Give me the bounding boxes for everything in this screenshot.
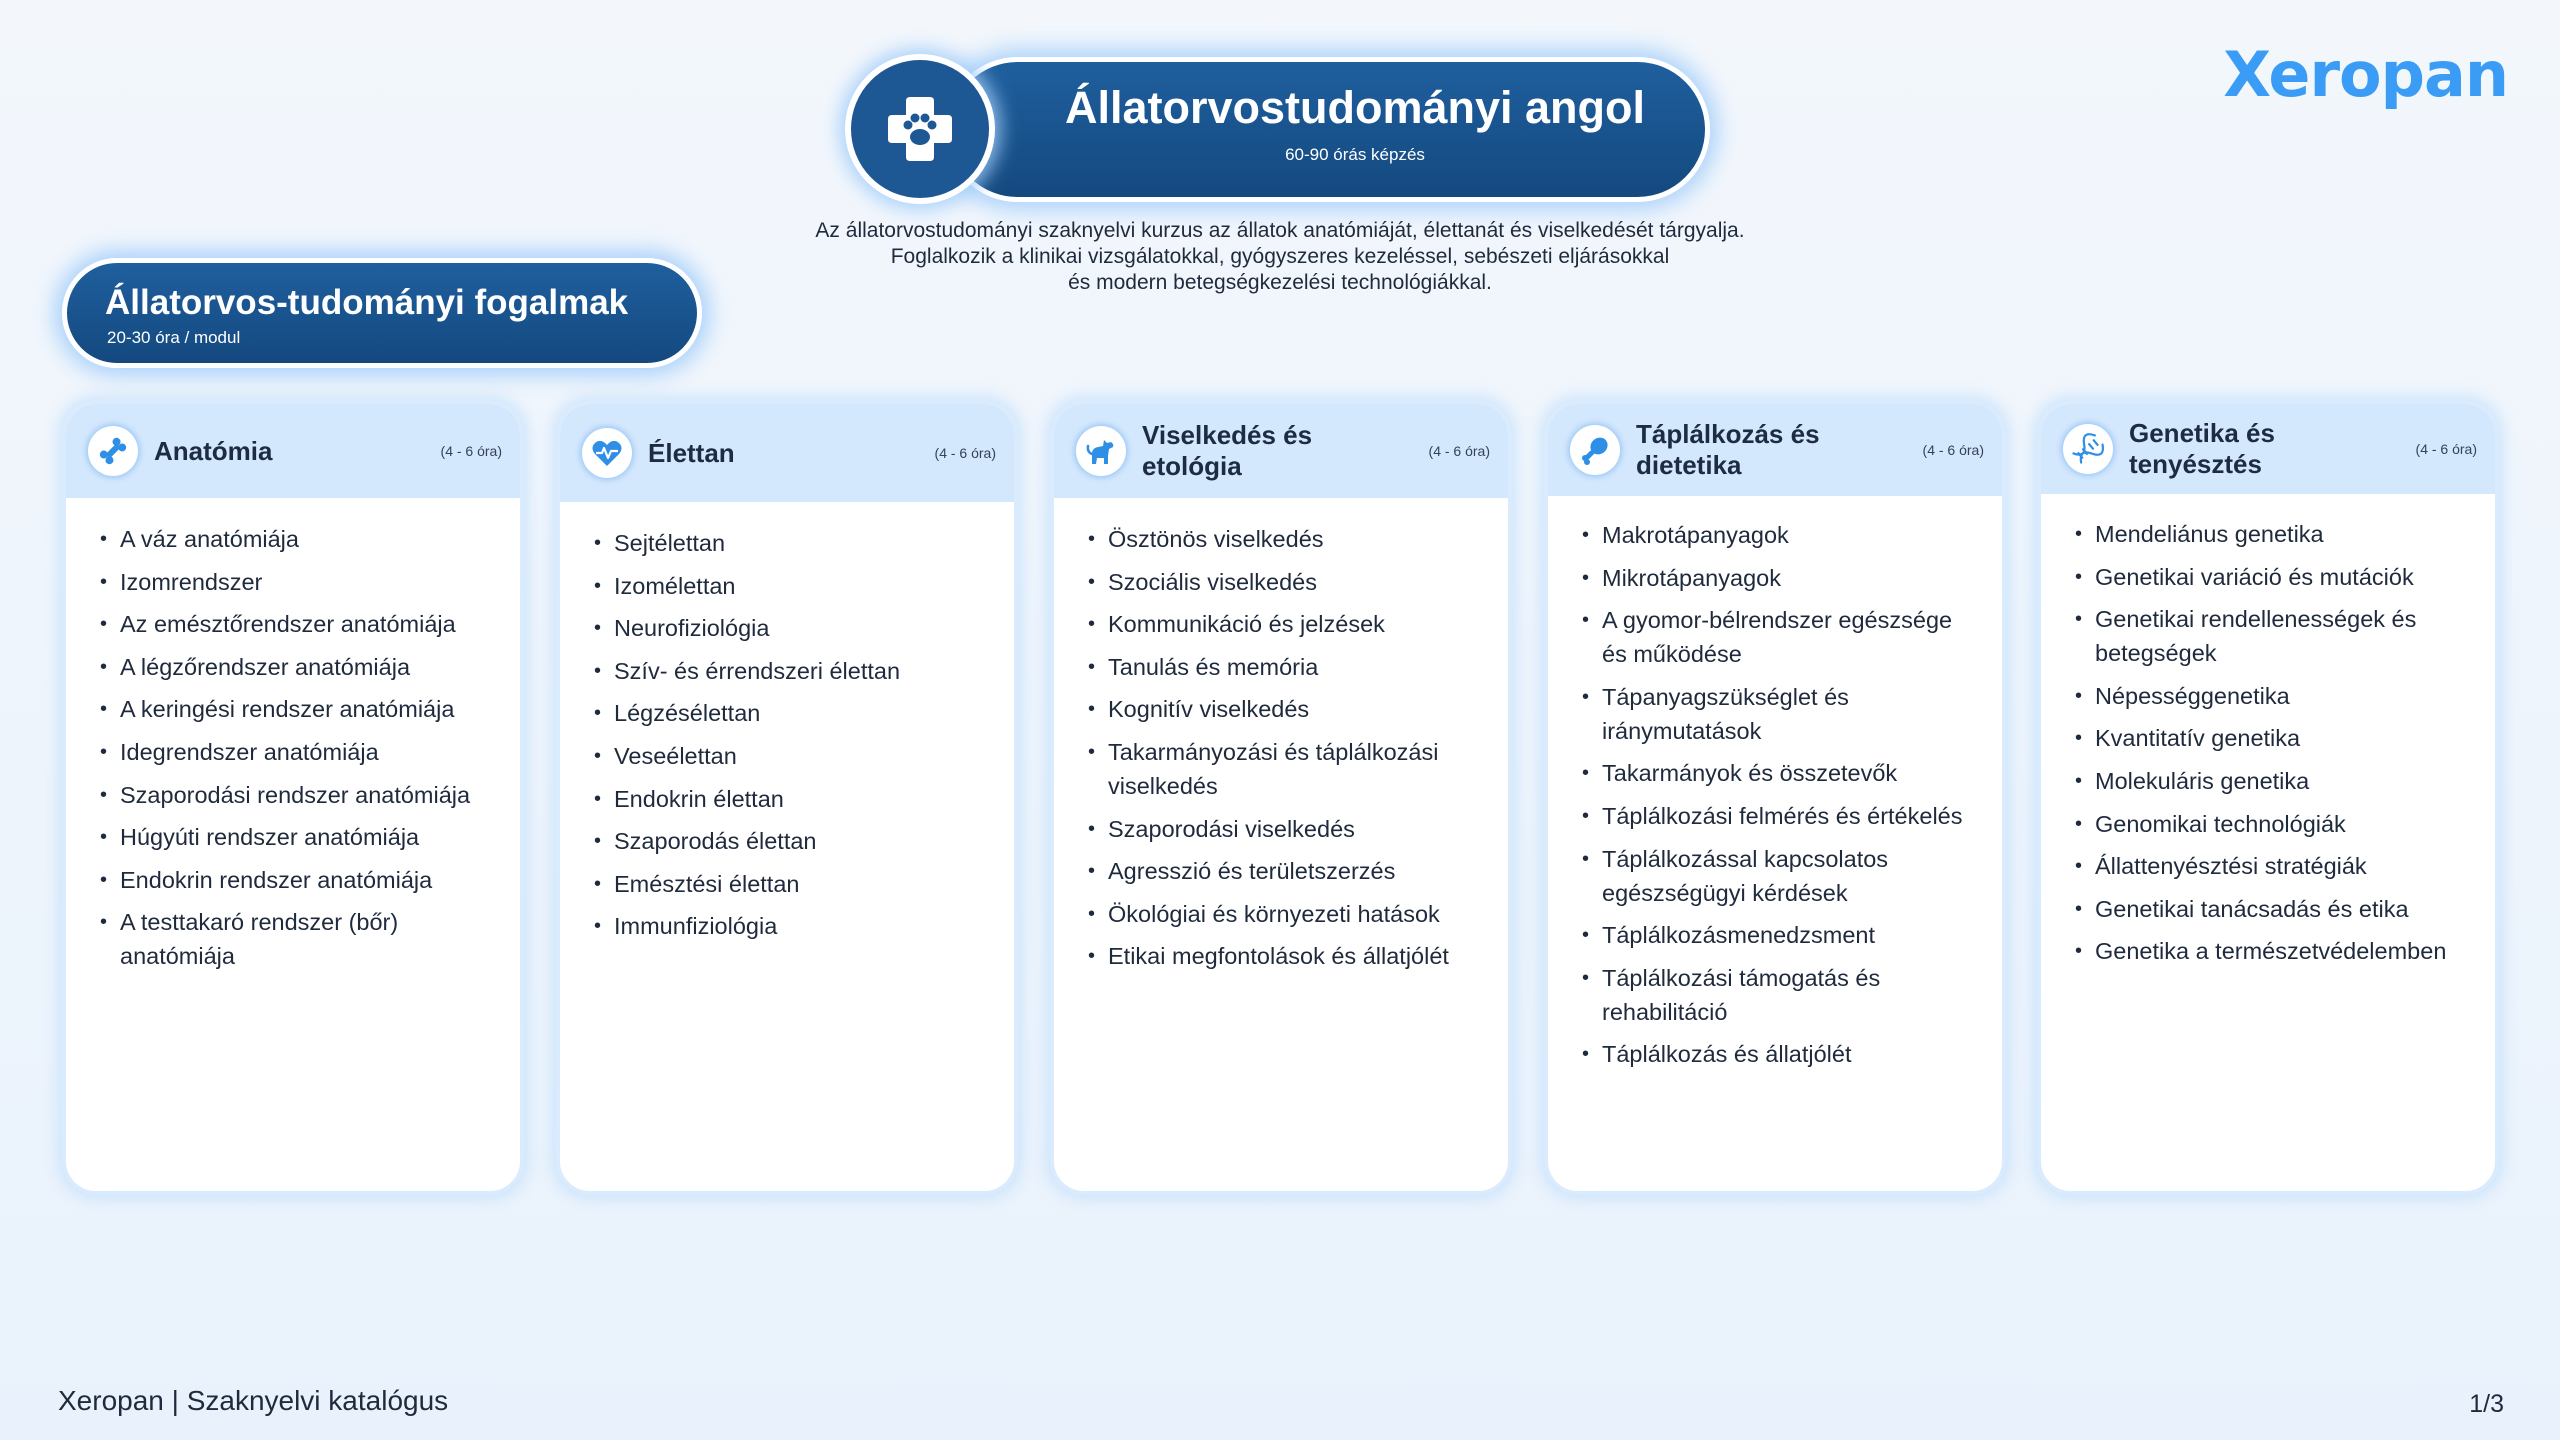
card-hours: (4 - 6 óra) [1922,442,1984,458]
list-item: • Kvantitatív genetika [2095,721,2467,755]
page-subtitle: 60-90 órás képzés [1285,145,1425,164]
description-line: és modern betegségkezelési technológiákkal. [1068,271,1492,294]
card-title: Élettan [648,437,735,468]
list-item: • Szaporodási rendszer anatómiája [120,778,492,812]
list-item: • Kommunikáció és jelzések [1108,607,1480,641]
list-item: • Szaporodási viselkedés [1108,812,1480,846]
topic-card-anatomia [62,400,524,1195]
list-item: • Szaporodás élettan [614,824,986,858]
card-hours: (4 - 6 óra) [2415,441,2477,457]
list-item: • A váz anatómiája [120,522,492,556]
medical-cross-paw-icon [845,54,995,204]
description-line: Az állatorvostudományi szaknyelvi kurzus az állatok anatómiáját, élettanát és viselkedését tárgyalja. [815,219,1745,242]
page-title: Állatorvostudományi angol [1064,82,1646,133]
card-hours: (4 - 6 óra) [1428,443,1490,459]
card-title: Anatómia [154,435,273,466]
card-title: Táplálkozás és dietetika [1636,419,1820,480]
list-item: • Tanulás és memória [1108,650,1480,684]
list-item: • Genetika a természetvédelemben [2095,934,2467,968]
topic-list [2041,517,2495,977]
course-title-badge [845,54,1720,206]
module-subtitle: 20-30 óra / modul [107,328,241,347]
list-item: • Etikai megfontolások és állatjólét [1108,939,1480,973]
card-header [560,404,1014,502]
list-item: • Sejtélettan [614,526,986,560]
topic-card-elettan [556,400,1018,1195]
description-line: Foglalkozik a klinikai vizsgálatokkal, gyógyszeres kezeléssel, sebészeti eljárásokkal [890,245,1670,268]
topic-list [66,522,520,982]
list-item: • Genetikai rendellenességek és betegségek [2095,602,2467,670]
dna-icon [2063,424,2113,474]
list-item: • Makrotápanyagok [1602,518,1974,552]
card-header [1054,404,1508,498]
list-item: • Az emésztőrendszer anatómiája [120,607,492,641]
card-header [1548,404,2002,496]
list-item: • Ökológiai és környezeti hatások [1108,897,1480,931]
list-item: • Állattenyésztési stratégiák [2095,849,2467,883]
list-item: • Kognitív viselkedés [1108,692,1480,726]
list-item: • Agresszió és területszerzés [1108,854,1480,888]
list-item: • Népességgenetika [2095,679,2467,713]
topic-card-viselkedes [1050,400,1512,1195]
list-item: • Idegrendszer anatómiája [120,735,492,769]
card-header [2041,404,2495,494]
list-item: • Immunfiziológia [614,909,986,943]
list-item: • A légzőrendszer anatómiája [120,650,492,684]
bone-icon [88,426,138,476]
card-hours: (4 - 6 óra) [934,445,996,461]
list-item: • Emésztési élettan [614,867,986,901]
drumstick-icon [1570,425,1620,475]
list-item: • Szív- és érrendszeri élettan [614,654,986,688]
list-item: • Húgyúti rendszer anatómiája [120,820,492,854]
list-item: • Szociális viselkedés [1108,565,1480,599]
list-item: • Veseélettan [614,739,986,773]
heart-pulse-icon [582,428,632,478]
list-item: • Tápanyagszükséglet és iránymutatások [1602,680,1974,748]
list-item: • Mikrotápanyagok [1602,561,1974,595]
list-item: • Táplálkozás és állatjólét [1602,1037,1974,1071]
list-item: • Ösztönös viselkedés [1108,522,1480,556]
list-item: • Táplálkozási támogatás és rehabilitáció [1602,961,1974,1029]
list-item: • Endokrin élettan [614,782,986,816]
list-item: • Táplálkozásmenedzsment [1602,918,1974,952]
dog-icon [1076,426,1126,476]
course-description [740,218,1820,296]
card-title: Viselkedés és etológia [1142,420,1313,481]
topic-card-genetika [2037,400,2499,1195]
list-item: • Takarmányok és összetevők [1602,756,1974,790]
module-badge [62,258,702,368]
card-hours: (4 - 6 óra) [440,443,502,459]
list-item: • A testtakaró rendszer (bőr) anatómiája [120,905,492,973]
topic-list [560,526,1014,952]
list-item: • Genetikai variáció és mutációk [2095,560,2467,594]
footer-catalog-label: Xeropan | Szaknyelvi katalógus [58,1385,449,1416]
list-item: • Endokrin rendszer anatómiája [120,863,492,897]
card-header [66,404,520,498]
topic-list [1548,518,2002,1080]
list-item: • Izomélettan [614,569,986,603]
page-number: 1/3 [2469,1390,2504,1418]
topic-card-taplalkozas [1544,400,2006,1195]
list-item: • Molekuláris genetika [2095,764,2467,798]
list-item: • Neurofiziológia [614,611,986,645]
list-item: • Genetikai tanácsadás és etika [2095,892,2467,926]
list-item: • Táplálkozással kapcsolatos egészségügyi kérdések [1602,842,1974,910]
list-item: • Mendeliánus genetika [2095,517,2467,551]
topic-list [1054,522,1508,982]
list-item: • Takarmányozási és táplálkozási viselkedés [1108,735,1480,803]
list-item: • A keringési rendszer anatómiája [120,692,492,726]
card-title: Genetika és tenyésztés [2129,418,2275,479]
list-item: • Táplálkozási felmérés és értékelés [1602,799,1974,833]
list-item: • Izomrendszer [120,565,492,599]
xeropan-logo: Xeropan [2223,38,2508,111]
module-title: Állatorvos-tudományi fogalmak [105,283,629,322]
list-item: • A gyomor-bélrendszer egészsége és működése [1602,603,1974,671]
list-item: • Genomikai technológiák [2095,807,2467,841]
list-item: • Légzésélettan [614,696,986,730]
